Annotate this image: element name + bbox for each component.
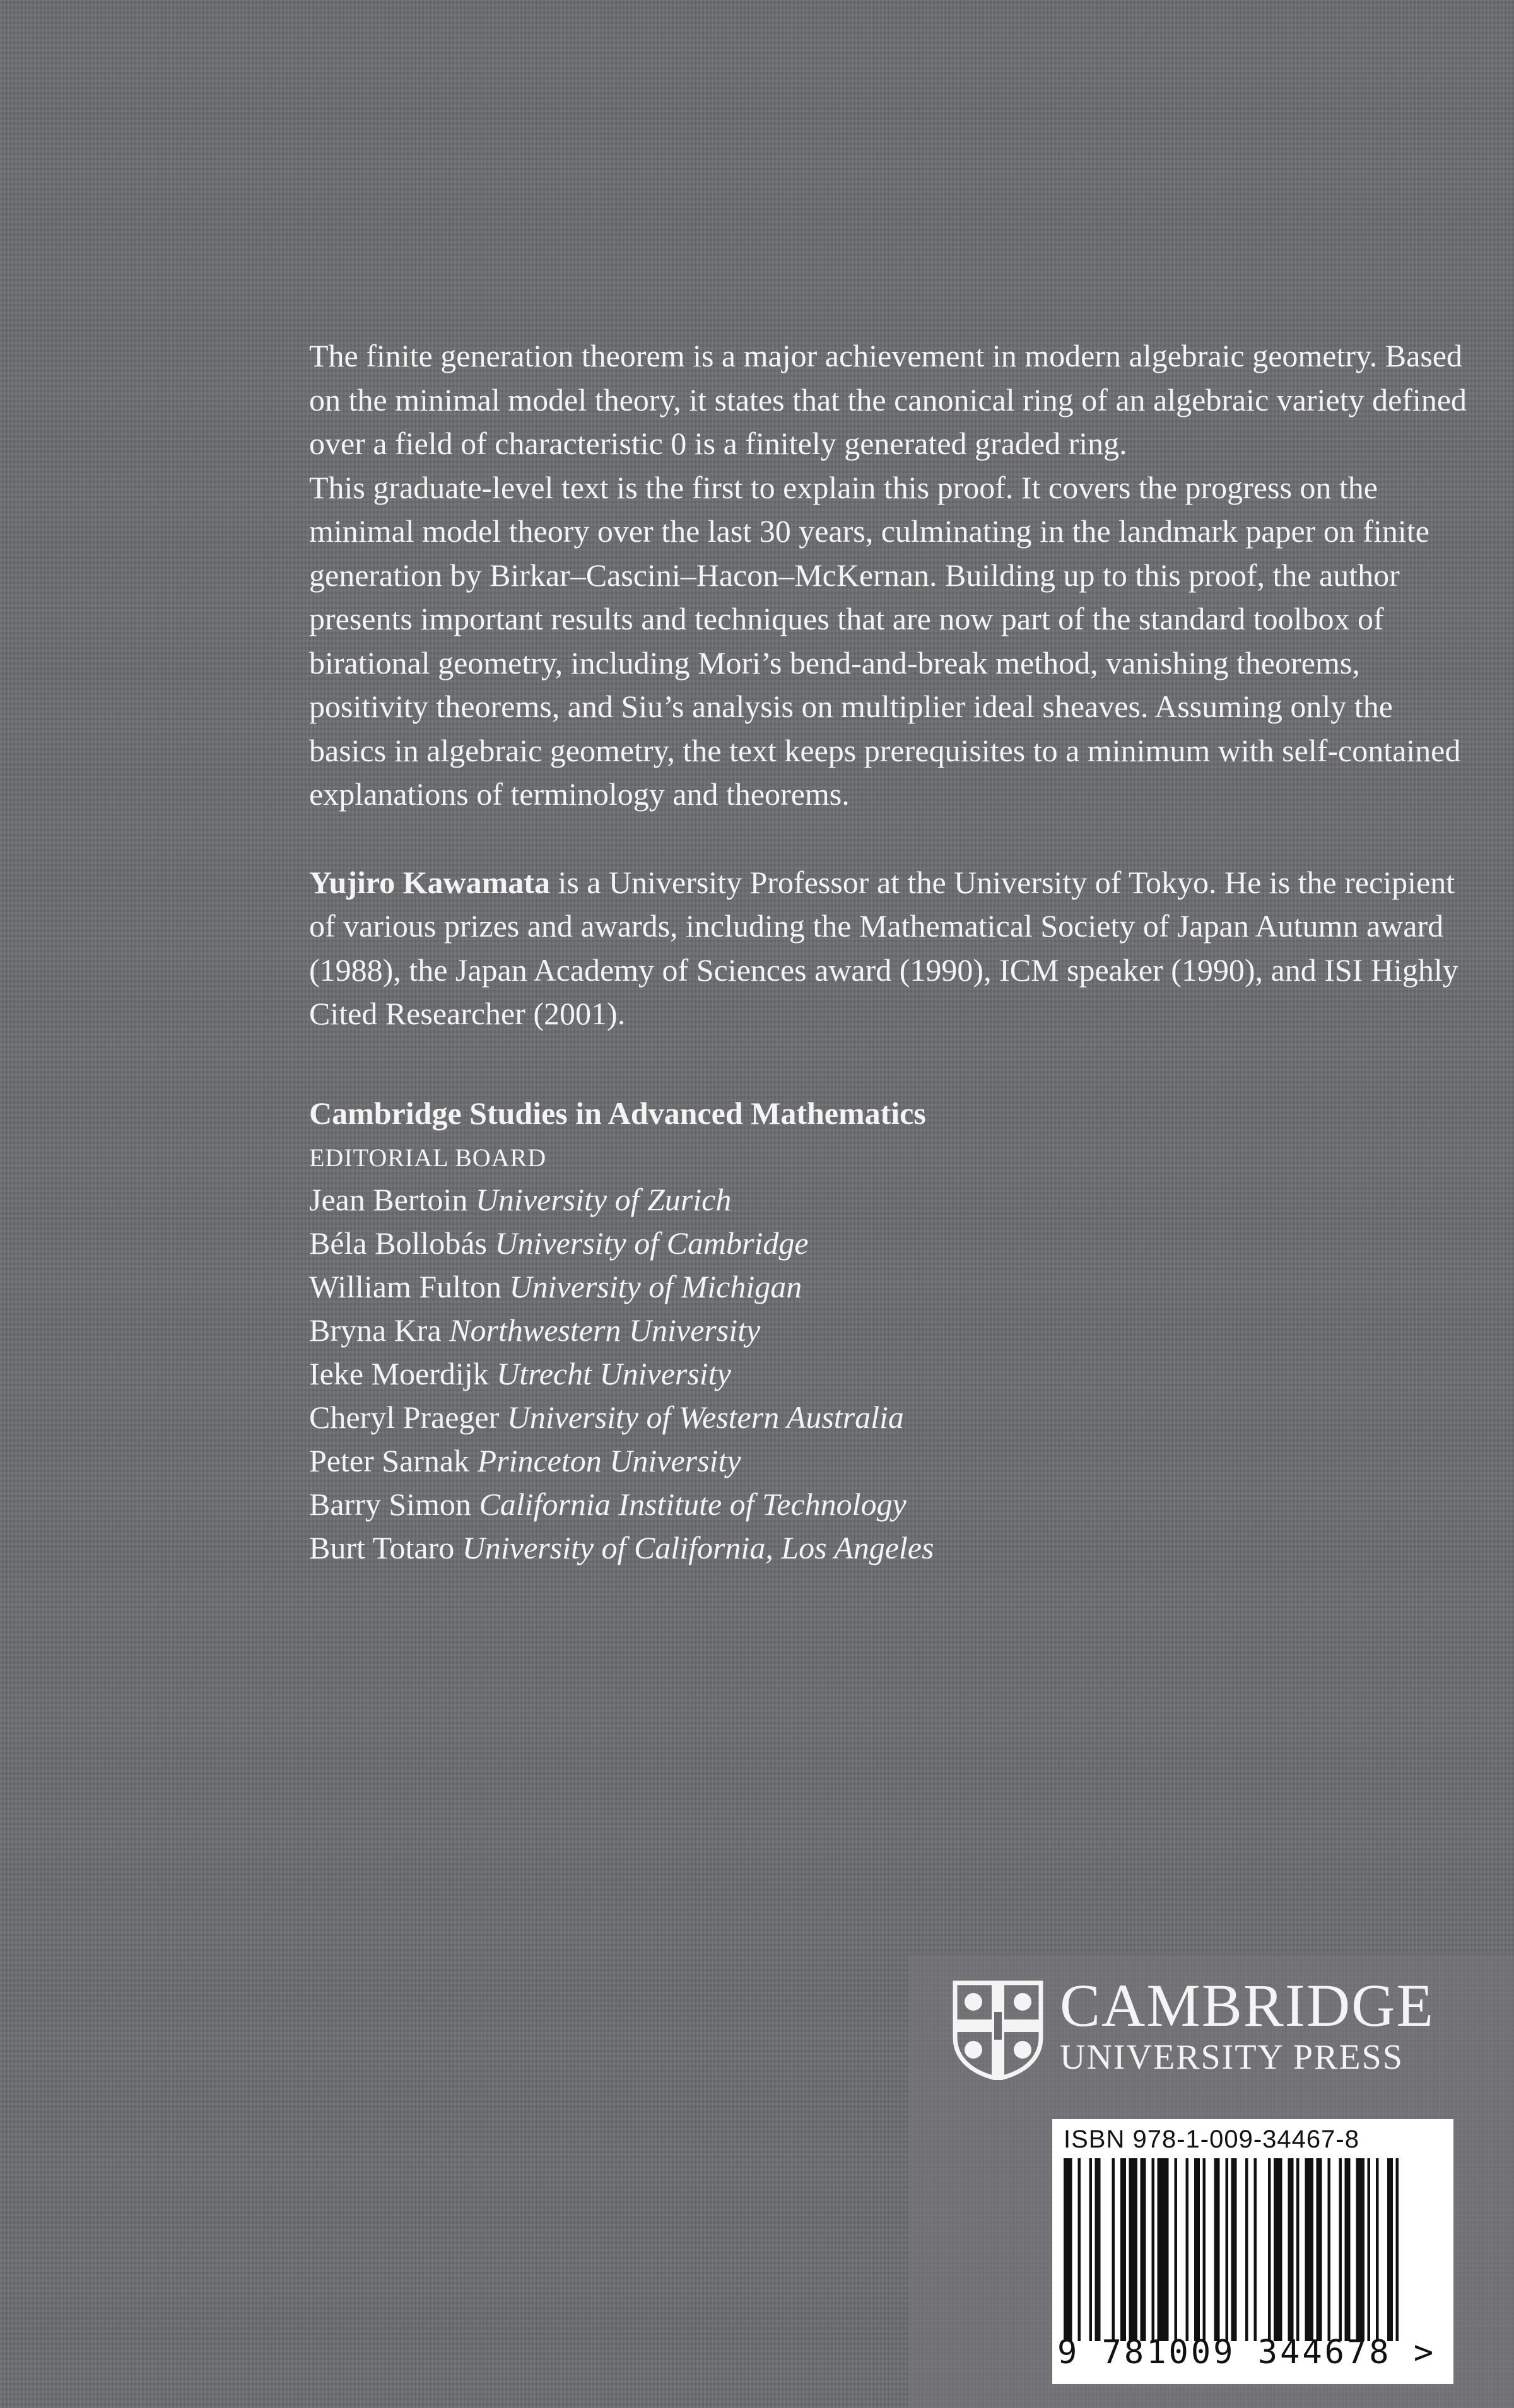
board-member: Ieke Moerdijk Utrecht University (309, 1355, 731, 1391)
author-bio (309, 861, 1476, 1036)
series-title: Cambridge Studies in Advanced Mathematics (309, 1095, 926, 1131)
board-member: Jean Bertoin University of Zurich (309, 1181, 732, 1217)
author-name: Yujiro Kawamata (309, 864, 550, 900)
author-bio-text: is a University Professor at the University of Tokyo. He is the recipient of various prizes and awards, including the Mathematical Society of Japan Autumn award (1988), the Japan Academy of Sciences award (1990), ICM speaker (1990), and ISI Highly Cited Researcher (2001). (309, 864, 1458, 1031)
board-member: Barry Simon California Institute of Technology (309, 1486, 907, 1522)
description-paragraph-2: This graduate-level text is the first to explain this proof. It covers the progress on the minimal model theory over the last 30 years, culminating in the landmark paper on finite generation by Birkar–Cascini–Hacon–McKernan. Building up to this proof, the author presents important results and techniques that are now part of the standard toolbox of birational geometry, including Mori’s bend-and-break method, vanishing theorems, positivity theorems, and Siu’s analysis on multiplier ideal sheaves. Assuming only the basics in algebraic geometry, the text keeps prerequisites to a minimum with self-contained explanations of terminology and theorems. (309, 469, 1461, 812)
series-info (309, 1092, 1476, 1570)
board-member: Peter Sarnak Princeton University (309, 1442, 741, 1478)
barcode-digits: 9 781009 344678 > (1057, 2334, 1436, 2371)
barcode-bars (1064, 2158, 1436, 2341)
board-member: Béla Bollobás University of Cambridge (309, 1225, 809, 1261)
isbn-barcode (1052, 2119, 1453, 2384)
publisher-subtitle: UNIVERSITY PRESS (1060, 2038, 1404, 2077)
board-member: Cheryl Praeger University of Western Australia (309, 1399, 904, 1435)
isbn-label: ISBN 978-1-009-34467-8 (1064, 2125, 1359, 2153)
back-cover-content (309, 334, 1476, 1570)
description (309, 334, 1476, 817)
board-member: William Fulton University of Michigan (309, 1268, 802, 1304)
cambridge-shield-icon (953, 1980, 1043, 2080)
publisher-name: CAMBRIDGE (1060, 1972, 1435, 2039)
board-member: Bryna Kra Northwestern University (309, 1312, 761, 1348)
editorial-board-heading: EDITORIAL BOARD (309, 1143, 547, 1172)
editorial-board-list (309, 1178, 1476, 1570)
board-member: Burt Totaro University of California, Los Angeles (309, 1529, 934, 1565)
description-paragraph-1: The finite generation theorem is a major achievement in modern algebraic geometry. Based on the minimal model theory, it states that the canonical ring of an algebraic variety defined over a field of characteristic 0 is a finitely generated graded ring. (309, 338, 1467, 461)
